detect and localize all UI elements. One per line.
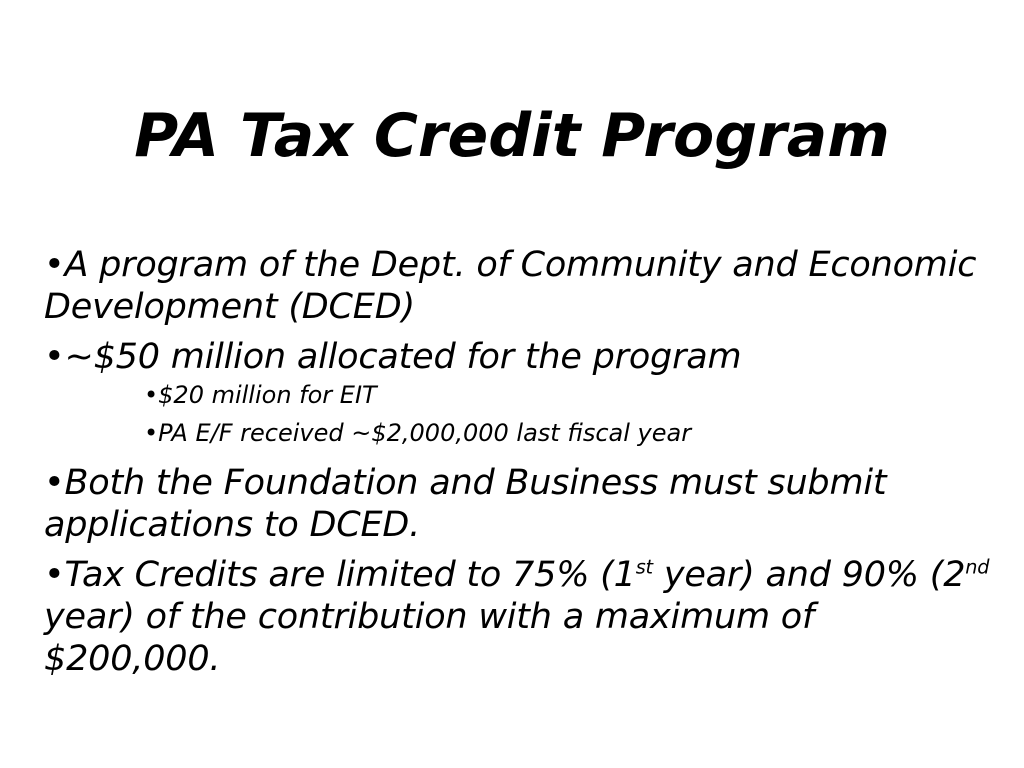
bullet-item xyxy=(44,244,994,328)
bullet-text-part: Tax Credits are limited to 75% (1 xyxy=(64,555,636,595)
bullet-marker: • xyxy=(44,337,65,377)
bullet-list xyxy=(44,244,994,688)
sub-bullet-text: PA E/F received ~$2,000,000 last fiscal year xyxy=(158,419,692,447)
ordinal-suffix: st xyxy=(635,555,653,579)
sub-bullet-item xyxy=(144,418,994,448)
bullet-item xyxy=(44,336,994,378)
bullet-item xyxy=(44,554,994,680)
bullet-text: ~$50 million allocated for the program xyxy=(64,337,742,377)
bullet-item xyxy=(44,462,994,546)
bullet-marker: • xyxy=(44,555,65,595)
sub-bullet-text: $20 million for EIT xyxy=(158,381,377,409)
bullet-marker: • xyxy=(144,419,159,447)
bullet-text-part: year) and 90% (2 xyxy=(652,555,966,595)
slide-title: PA Tax Credit Program xyxy=(134,101,890,171)
bullet-marker: • xyxy=(144,381,159,409)
ordinal-suffix: nd xyxy=(965,555,990,579)
bullet-text-part: year) of the contribution with a maximum of $200,000. xyxy=(44,597,815,679)
sub-bullet-item xyxy=(144,380,994,410)
sub-bullet-list xyxy=(44,380,994,448)
bullet-marker: • xyxy=(44,245,65,285)
bullet-text: Both the Foundation and Business must submit applications to DCED. xyxy=(44,463,887,545)
bullet-marker: • xyxy=(44,463,65,503)
bullet-text: A program of the Dept. of Community and Economic Development (DCED) xyxy=(44,245,977,327)
